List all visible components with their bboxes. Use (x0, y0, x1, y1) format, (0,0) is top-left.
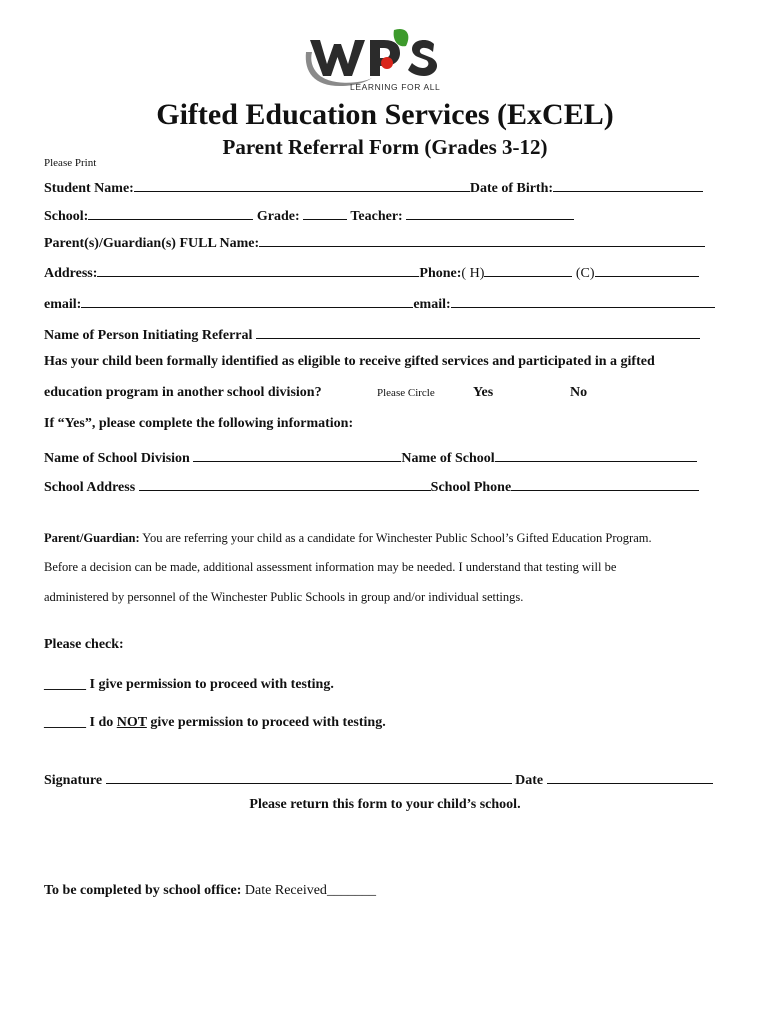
signature-label: Signature (44, 773, 103, 788)
wps-logo (300, 24, 450, 94)
question-line-2: education program in another school division? (44, 385, 322, 400)
email-field-1[interactable] (81, 293, 413, 308)
permission-deny-not: NOT (116, 715, 147, 730)
school-label: School: (44, 209, 89, 224)
student-row (44, 177, 703, 197)
date-received-field[interactable]: _______ (326, 883, 376, 898)
grade-field[interactable] (303, 205, 347, 220)
email-label-2: email: (413, 297, 451, 312)
school-name-label: Name of School (401, 451, 495, 466)
question-line-1: Has your child been formally identified as eligible to receive gifted services and participated in a gifted (44, 354, 655, 369)
answer-yes[interactable]: Yes (473, 385, 494, 400)
logo-w (310, 40, 365, 76)
address-label: Address: (44, 266, 98, 281)
phone-label: Phone: (419, 266, 462, 281)
initiator-label: Name of Person Initiating Referral (44, 328, 253, 343)
guardian-label: Parent(s)/Guardian(s) FULL Name: (44, 236, 260, 251)
answer-no[interactable]: No (570, 385, 588, 400)
guardian-field[interactable] (259, 232, 705, 247)
email-label-1: email: (44, 297, 82, 312)
teacher-label: Teacher: (350, 209, 403, 224)
wps-logo-graphic (300, 24, 450, 94)
guardian-row (44, 232, 705, 252)
please-circle-note: Please Circle (377, 387, 435, 399)
initiator-field[interactable] (256, 324, 700, 339)
address-field[interactable] (97, 262, 419, 277)
division-row (44, 447, 697, 467)
phone-home-field[interactable] (484, 262, 572, 277)
school-row (44, 205, 574, 225)
permission-give-text: I give permission to proceed with testing. (89, 677, 334, 692)
school-phone-field[interactable] (511, 476, 699, 491)
permission-give-checkbox[interactable]: ______ (44, 677, 86, 692)
phone-cell-field[interactable] (595, 262, 699, 277)
logo-tagline: LEARNING FOR ALL (350, 82, 441, 92)
phone-cell-label: (C) (575, 266, 595, 281)
permission-deny-row[interactable] (44, 715, 386, 731)
permission-deny-pre: I do (89, 715, 114, 730)
date-received-label: Date Received (244, 883, 327, 898)
date-label: Date (515, 773, 544, 788)
signature-row (44, 769, 713, 789)
student-name-field[interactable] (134, 177, 470, 192)
statement-text-1: You are referring your child as a candidate for Winchester Public School’s Gifted Education Program. (142, 531, 652, 545)
statement-label: Parent/Guardian: (44, 531, 140, 545)
teacher-field[interactable] (406, 205, 574, 220)
return-note: Please return this form to your child’s school. (249, 797, 521, 812)
page-title: Gifted Education Services (ExCEL) (156, 98, 614, 131)
dob-label: Date of Birth: (469, 181, 554, 196)
school-address-label: School Address (44, 480, 136, 495)
initiator-row (44, 324, 700, 344)
page-subtitle: Parent Referral Form (Grades 3-12) (222, 135, 548, 159)
division-label: Name of School Division (44, 451, 190, 466)
office-label: To be completed by school office: (44, 883, 242, 898)
apple-icon (381, 57, 393, 69)
permission-deny-post: give permission to proceed with testing. (150, 715, 386, 730)
school-address-row (44, 476, 699, 496)
statement-line-2: Before a decision can be made, additional assessment information may be needed. I understand that testing will be (44, 560, 617, 574)
office-row (44, 883, 376, 899)
division-field[interactable] (193, 447, 401, 462)
school-address-field[interactable] (139, 476, 431, 491)
school-phone-label: School Phone (430, 480, 512, 495)
dob-field[interactable] (553, 177, 703, 192)
email-field-2[interactable] (451, 293, 715, 308)
date-field[interactable] (547, 769, 713, 784)
address-row (44, 262, 699, 282)
statement-line-3: administered by personnel of the Winchester Public Schools in group and/or individual settings. (44, 590, 524, 604)
logo-s (408, 40, 437, 76)
if-yes-instruction: If “Yes”, please complete the following information: (44, 416, 354, 431)
email-row (44, 293, 715, 313)
please-print-note: Please Print (44, 157, 97, 169)
school-field[interactable] (88, 205, 253, 220)
student-name-label: Student Name: (44, 181, 134, 196)
permission-give-row[interactable] (44, 677, 334, 693)
statement-line-1 (44, 531, 652, 546)
phone-home-label: ( H) (461, 266, 485, 281)
please-check-heading: Please check: (44, 637, 124, 652)
school-name-field[interactable] (495, 447, 697, 462)
permission-deny-checkbox[interactable]: ______ (44, 715, 86, 730)
signature-field[interactable] (106, 769, 512, 784)
grade-label: Grade: (256, 209, 300, 224)
